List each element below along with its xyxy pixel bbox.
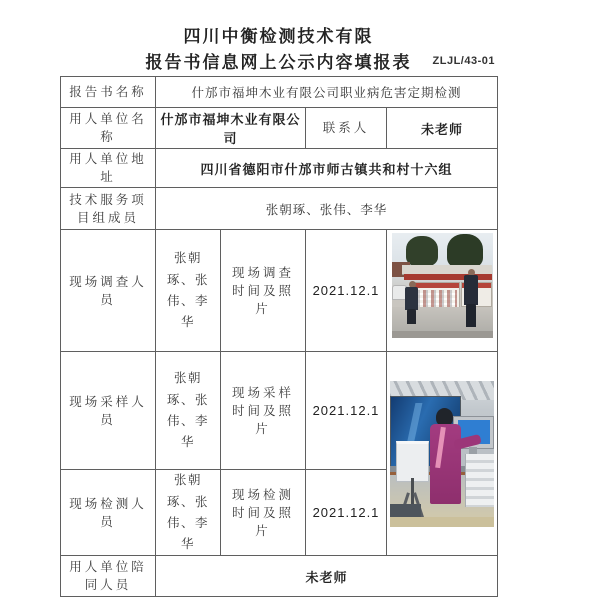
site-testing-label: 现场检测人员 <box>61 470 156 556</box>
site-testing-members: 张朝琢、张伟、李华 <box>156 470 221 556</box>
photo-board-posters <box>415 290 457 308</box>
row-accompany <box>61 556 498 597</box>
site-sampling-time-label: 现场采样时间及照片 <box>221 352 306 470</box>
report-name-value: 什邡市福坤木业有限公司职业病危害定期检测 <box>156 77 498 108</box>
photo-bulletin-board <box>412 282 460 309</box>
photo-machine-rollers <box>465 454 494 507</box>
report-info-table <box>60 76 498 597</box>
row-report-name <box>61 77 498 108</box>
row-site-survey <box>61 230 498 352</box>
photo-person-body <box>405 287 418 310</box>
photo-sampling-instrument <box>396 441 429 482</box>
employer-name-value: 什邡市福坤木业有限公司 <box>156 108 306 149</box>
workshop-photo <box>390 381 494 527</box>
site-testing-date: 2021.12.1 <box>306 470 387 556</box>
site-sampling-date: 2021.12.1 <box>306 352 387 470</box>
site-sampling-members: 张朝琢、张伟、李华 <box>156 352 221 470</box>
photo-red-banner <box>404 274 493 280</box>
site-testing-time-label: 现场检测时间及照片 <box>221 470 306 556</box>
photo-floor <box>390 517 494 527</box>
row-team-members <box>61 188 498 230</box>
form-title: 报告书信息网上公示内容填报表 <box>145 53 412 72</box>
employer-address-label: 用人单位地址 <box>61 149 156 188</box>
accompany-value: 未老师 <box>156 556 498 597</box>
photo-tree <box>406 236 438 265</box>
photo-tree <box>447 234 483 268</box>
team-members-label: 技术服务项目组成员 <box>61 188 156 230</box>
site-survey-date: 2021.12.1 <box>306 230 387 352</box>
photo-person-legs <box>407 309 416 324</box>
team-members-value: 张朝琢、张伟、李华 <box>156 188 498 230</box>
site-survey-photo-cell <box>387 230 498 352</box>
site-sampling-label: 现场采样人员 <box>61 352 156 470</box>
photo-ground-shadow <box>392 331 493 338</box>
employer-name-label: 用人单位名称 <box>61 108 156 149</box>
photo-person-legs <box>466 304 476 327</box>
site-survey-label: 现场调查人员 <box>61 230 156 352</box>
photo-worker-apron <box>430 424 461 504</box>
document-code: ZLJL/43-01 <box>432 55 495 67</box>
site-survey-time-label: 现场调查时间及照片 <box>221 230 306 352</box>
site-survey-members: 张朝琢、张伟、李华 <box>156 230 221 352</box>
contact-value: 未老师 <box>387 108 498 149</box>
report-name-label: 报告书名称 <box>61 77 156 108</box>
photo-person-body <box>464 275 478 304</box>
workshop-photo-cell <box>387 352 498 556</box>
row-employer-name <box>61 108 498 149</box>
employer-address-value: 四川省德阳市什邡市师古镇共和村十六组 <box>156 149 498 188</box>
row-employer-address <box>61 149 498 188</box>
accompany-label: 用人单位陪同人员 <box>61 556 156 597</box>
contact-label: 联系人 <box>306 108 387 149</box>
survey-site-photo <box>392 233 493 338</box>
row-site-sampling <box>61 352 498 470</box>
photo-board-header <box>413 283 459 289</box>
company-title: 四川中衡检测技术有限 <box>183 27 374 46</box>
